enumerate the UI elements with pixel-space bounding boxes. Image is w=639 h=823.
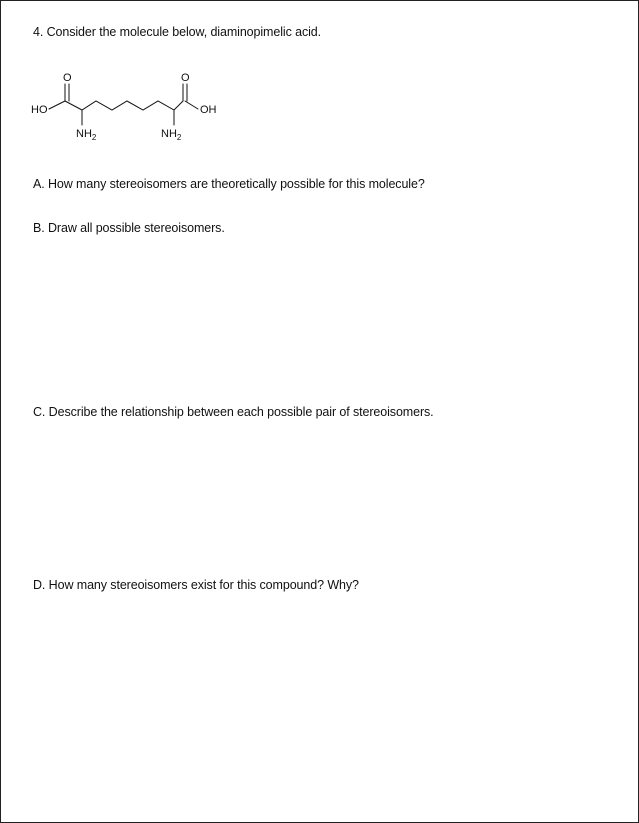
backbone-chain (65, 101, 183, 110)
nh-left-text: NH (76, 128, 92, 140)
atom-nh2-right-label (161, 128, 182, 142)
question-title: 4. Consider the molecule below, diaminopimelic acid. (33, 25, 322, 39)
atom-o-right-label: O (181, 72, 190, 84)
nh-right-text: NH (161, 128, 177, 140)
question-part-a: A. How many stereoisomers are theoretically possible for this molecule? (33, 177, 425, 191)
question-part-d: D. How many stereoisomers exist for this compound? Why? (33, 578, 359, 592)
nh-right-subscript: 2 (176, 133, 182, 142)
atom-ho-label: HO (31, 104, 48, 116)
question-part-b: B. Draw all possible stereoisomers. (33, 221, 225, 235)
atom-oh-label: OH (200, 104, 217, 116)
nh-left-subscript: 2 (91, 133, 97, 142)
bond-ho-c1 (49, 101, 65, 109)
question-part-c: C. Describe the relationship between each possible pair of stereoisomers. (33, 405, 434, 419)
atom-o-left-label: O (63, 72, 72, 84)
bond-c7-oh (185, 101, 198, 109)
atom-nh2-left-label (76, 128, 97, 142)
diaminopimelic-acid-structure (28, 64, 228, 148)
